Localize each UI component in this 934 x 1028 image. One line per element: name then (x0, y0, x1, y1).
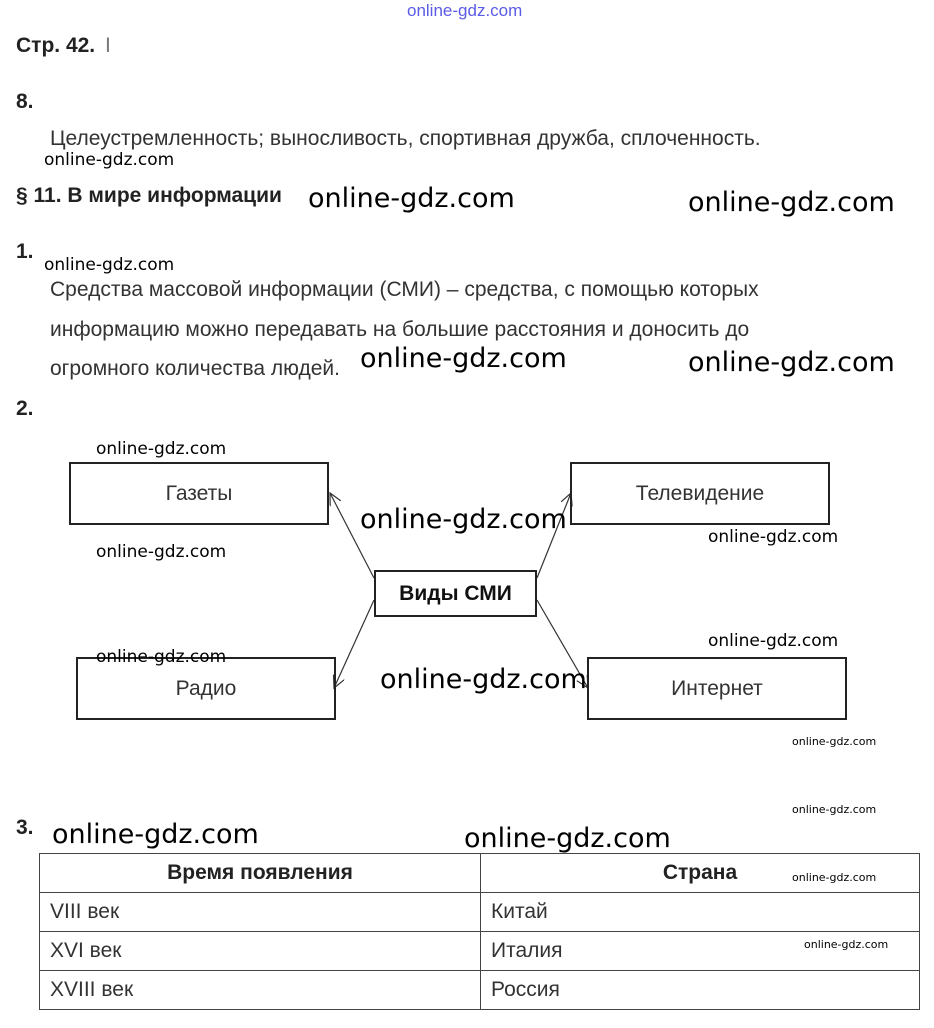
invention-table (39, 853, 920, 1010)
question-8-number: 8. (16, 90, 34, 113)
watermark: online-gdz.com (380, 664, 587, 695)
watermark: online-gdz.com (708, 631, 839, 651)
watermark: online-gdz.com (360, 504, 567, 535)
table-row (40, 893, 920, 932)
answer-line: Средства массовой информации (СМИ) – средства, с помощью которых (50, 278, 759, 301)
arrow-to-radio (334, 600, 374, 688)
page-label: Стр. 42. (16, 34, 96, 57)
answer-line: огромного количества людей. (50, 357, 340, 380)
cell-time: VIII век (40, 893, 481, 932)
watermark: online-gdz.com (360, 343, 567, 374)
page-mark: I (104, 34, 111, 57)
watermark: online-gdz.com (44, 255, 175, 275)
question-1-number: 1. (16, 240, 34, 263)
question-8-answer: Целеустремленность; выносливость, спортивная дружба, сплоченность. (50, 127, 761, 150)
question-3-number: 3. (16, 816, 34, 839)
watermark: online-gdz.com (792, 871, 877, 884)
watermark: online-gdz.com (804, 938, 889, 951)
watermark: online-gdz.com (44, 150, 175, 170)
box-media-types: Виды СМИ (374, 570, 537, 617)
watermark: online-gdz.com (792, 735, 877, 748)
box-tv: Телевидение (570, 462, 830, 525)
cell-country: Италия (481, 932, 920, 971)
column-header-time: Время появления (40, 854, 481, 893)
table-row (40, 971, 920, 1010)
cell-time: XVIII век (40, 971, 481, 1010)
section-title: § 11. В мире информации (16, 184, 282, 207)
cell-country: Китай (481, 893, 920, 932)
column-header-country: Страна (481, 854, 920, 893)
box-radio: Радио (76, 657, 336, 720)
cell-country: Россия (481, 971, 920, 1010)
cell-time: XVI век (40, 932, 481, 971)
watermark-top: online-gdz.com (407, 1, 523, 20)
watermark: online-gdz.com (688, 187, 895, 218)
table-header-row (40, 854, 920, 893)
watermark: online-gdz.com (688, 347, 895, 378)
answer-line: информацию можно передавать на большие расстояния и доносить до (50, 317, 750, 341)
table-row (40, 932, 920, 971)
box-internet: Интернет (587, 657, 847, 720)
watermark: online-gdz.com (708, 527, 839, 547)
watermark: online-gdz.com (464, 823, 671, 854)
watermark: online-gdz.com (792, 803, 877, 816)
question-2-number: 2. (16, 397, 34, 420)
watermark: online-gdz.com (96, 542, 227, 562)
watermark: online-gdz.com (96, 439, 227, 459)
watermark: online-gdz.com (52, 819, 259, 850)
watermark: online-gdz.com (308, 183, 515, 214)
box-newspapers: Газеты (69, 462, 329, 525)
watermark: online-gdz.com (96, 647, 227, 667)
